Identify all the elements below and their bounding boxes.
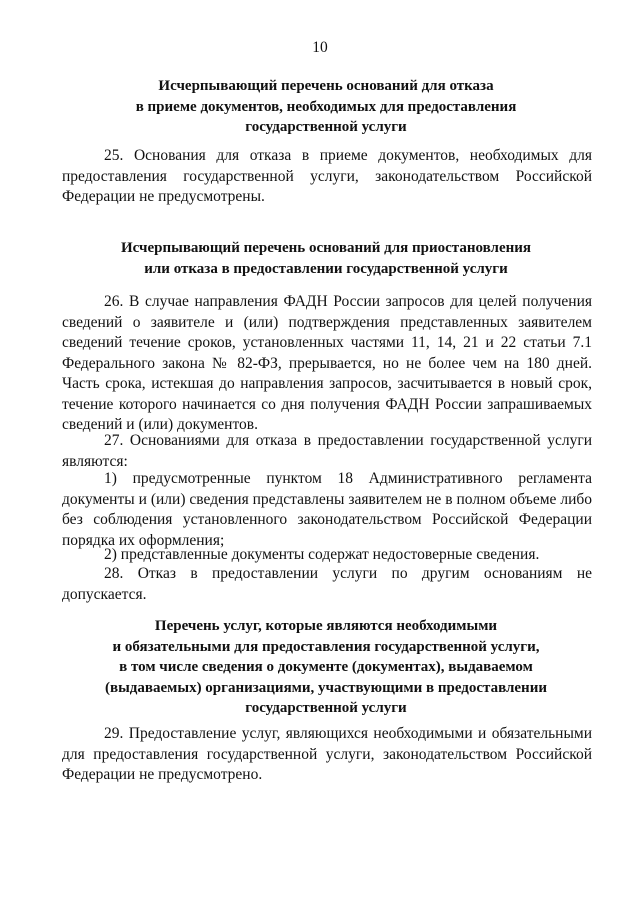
- paragraph-28: 28. Отказ в предоставлении услуги по другим основаниям не допускается.: [62, 565, 592, 603]
- paragraph-25: 25. Основания для отказа в приеме документов, необходимых для предоставления государственной услуги, законодательством Российской Федерации не предусмотрены.: [62, 147, 592, 205]
- paragraph-29: 29. Предоставление услуг, являющихся необходимыми и обязательными для предоставления государственной услуги, законодательством Российской Федерации не предусмотрено.: [62, 725, 592, 783]
- heading-line: Исчерпывающий перечень оснований для приостановления: [120, 240, 532, 256]
- section-heading-refusal-acceptance: [60, 76, 592, 138]
- heading-line: (выдаваемых) организациями, участвующими в предоставлении: [104, 679, 547, 696]
- paragraph-27-item-2: 2) представленные документы содержат недостоверные сведения.: [104, 546, 540, 563]
- paragraph-27: 27. Основаниями для отказа в предоставлении государственной услуги являются:: [62, 432, 592, 470]
- heading-line: или отказа в предоставлении государственной услуги: [144, 260, 508, 277]
- section-heading-necessary-services: [60, 616, 592, 719]
- heading-line: государственной услуги: [245, 119, 407, 135]
- heading-line: Исчерпывающий перечень оснований для отказа: [158, 78, 494, 94]
- section-heading-suspension-refusal: [60, 238, 592, 279]
- heading-line: в приеме документов, необходимых для предоставления: [135, 98, 517, 115]
- heading-line: в том числе сведения о документе (документах), выдаваемом: [119, 659, 533, 675]
- page-number: 10: [312, 39, 328, 56]
- paragraph-26: 26. В случае направления ФАДН России запросов для целей получения сведений о заявителе и (или) подтверждения представленных заявителем сведений течение сроков, установленных частями 11, 14, 21 и 22 статьи 7.1 Федерального закона № 82-ФЗ, прерывается, но не более чем на 180 дней. Часть срока, истекшая до направления запросов, засчитывается в новый срок, течение которого начинается со дня получения ФАДН России запрашиваемых сведений и (или) документов.: [62, 293, 592, 433]
- heading-line: государственной услуги: [245, 700, 407, 716]
- heading-line: и обязательными для предоставления государственной услуги,: [112, 638, 540, 655]
- heading-line: Перечень услуг, которые являются необходимыми: [154, 618, 498, 634]
- paragraph-27-item-1: 1) предусмотренные пунктом 18 Административного регламента документы и (или) сведения представлены заявителем не в полном объеме либо без соблюдения установленного законодательством Российской Федерации порядка их оформления;: [62, 470, 592, 549]
